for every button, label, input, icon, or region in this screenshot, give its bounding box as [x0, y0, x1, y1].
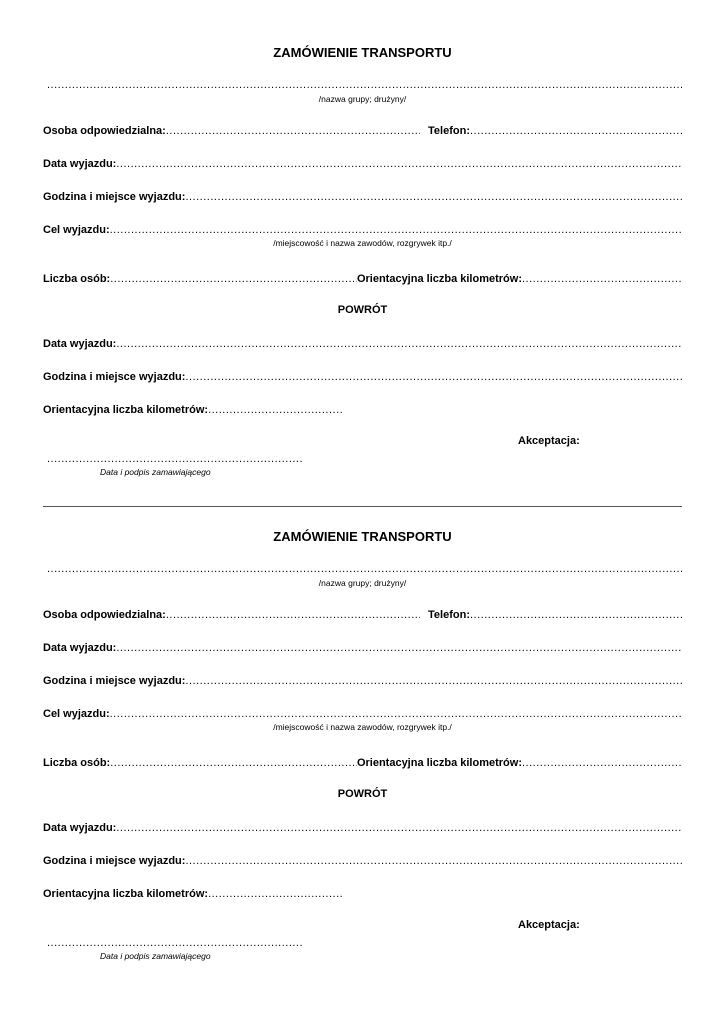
signature-field[interactable]: [47, 938, 303, 949]
group-name-hint: /nazwa grupy; drużyny/: [318, 94, 407, 104]
departure-date-label: Data wyjazdu:: [43, 642, 117, 654]
purpose-label: Cel wyjazdu:: [43, 224, 110, 236]
km-label: Orientacyjna liczba kilometrów:: [356, 273, 522, 285]
return-date-row: [43, 820, 682, 834]
return-date-label: Data wyjazdu:: [43, 822, 117, 834]
acceptance-label: Akceptacja:: [518, 919, 580, 931]
group-name-hint: /nazwa grupy; drużyny/: [318, 578, 407, 588]
return-time-place-row: [43, 853, 682, 867]
group-name-field[interactable]: [47, 564, 682, 575]
departure-time-place-label: Godzina i miejsce wyjazdu:: [43, 675, 186, 687]
purpose-row: [43, 222, 682, 236]
section-divider: [43, 506, 682, 507]
return-time-place-label: Godzina i miejsce wyjazdu:: [43, 371, 186, 383]
form-title: ZAMÓWIENIE TRANSPORTU: [273, 529, 452, 544]
return-time-place-row: [43, 369, 682, 383]
phone-label: Telefon:: [428, 609, 470, 621]
return-km-field[interactable]: [208, 405, 343, 416]
signature-label: Data i podpis zamawiającego: [100, 467, 211, 477]
return-km-row: [43, 402, 343, 416]
return-time-place-label: Godzina i miejsce wyjazdu:: [43, 855, 186, 867]
persons-field[interactable]: [110, 758, 357, 769]
persons-km-row: [43, 755, 682, 769]
return-time-place-field[interactable]: [185, 372, 682, 383]
group-name-field[interactable]: [47, 80, 682, 91]
responsible-field[interactable]: [166, 126, 420, 137]
purpose-label: Cel wyjazdu:: [43, 708, 110, 720]
return-km-label: Orientacyjna liczba kilometrów:: [43, 888, 209, 900]
phone-label: Telefon:: [428, 125, 470, 137]
departure-date-label: Data wyjazdu:: [43, 158, 117, 170]
persons-field[interactable]: [110, 274, 357, 285]
return-date-field[interactable]: [116, 339, 682, 350]
persons-label: Liczba osób:: [43, 273, 111, 285]
return-heading: POWRÓT: [337, 304, 388, 316]
purpose-field[interactable]: [110, 709, 682, 720]
departure-date-row: [43, 640, 682, 654]
return-km-row: [43, 886, 343, 900]
departure-time-place-label: Godzina i miejsce wyjazdu:: [43, 191, 186, 203]
responsible-label: Osoba odpowiedzialna:: [43, 125, 166, 137]
return-km-label: Orientacyjna liczba kilometrów:: [43, 404, 209, 416]
return-date-row: [43, 336, 682, 350]
return-km-field[interactable]: [208, 889, 343, 900]
departure-date-field[interactable]: [116, 159, 682, 170]
phone-field[interactable]: [470, 126, 682, 137]
km-label: Orientacyjna liczba kilometrów:: [356, 757, 522, 769]
return-date-field[interactable]: [116, 823, 682, 834]
signature-field[interactable]: [47, 454, 303, 465]
departure-date-row: [43, 156, 682, 170]
departure-time-place-row: [43, 189, 682, 203]
persons-label: Liczba osób:: [43, 757, 111, 769]
departure-date-field[interactable]: [116, 643, 682, 654]
purpose-field[interactable]: [110, 225, 682, 236]
return-date-label: Data wyjazdu:: [43, 338, 117, 350]
return-time-place-field[interactable]: [185, 856, 682, 867]
phone-field[interactable]: [470, 610, 682, 621]
purpose-row: [43, 706, 682, 720]
purpose-hint: /miejscowość i nazwa zawodów, rozgrywek itp./: [273, 238, 452, 248]
km-field[interactable]: [522, 274, 682, 285]
purpose-hint: /miejscowość i nazwa zawodów, rozgrywek itp./: [273, 722, 452, 732]
acceptance-label: Akceptacja:: [518, 435, 580, 447]
departure-time-place-field[interactable]: [185, 192, 682, 203]
persons-km-row: [43, 271, 682, 285]
return-heading: POWRÓT: [337, 788, 388, 800]
km-field[interactable]: [522, 758, 682, 769]
responsible-row: [43, 607, 682, 621]
signature-label: Data i podpis zamawiającego: [100, 951, 211, 961]
form-title: ZAMÓWIENIE TRANSPORTU: [273, 45, 452, 60]
responsible-label: Osoba odpowiedzialna:: [43, 609, 166, 621]
responsible-row: [43, 123, 682, 137]
departure-time-place-field[interactable]: [185, 676, 682, 687]
responsible-field[interactable]: [166, 610, 420, 621]
departure-time-place-row: [43, 673, 682, 687]
